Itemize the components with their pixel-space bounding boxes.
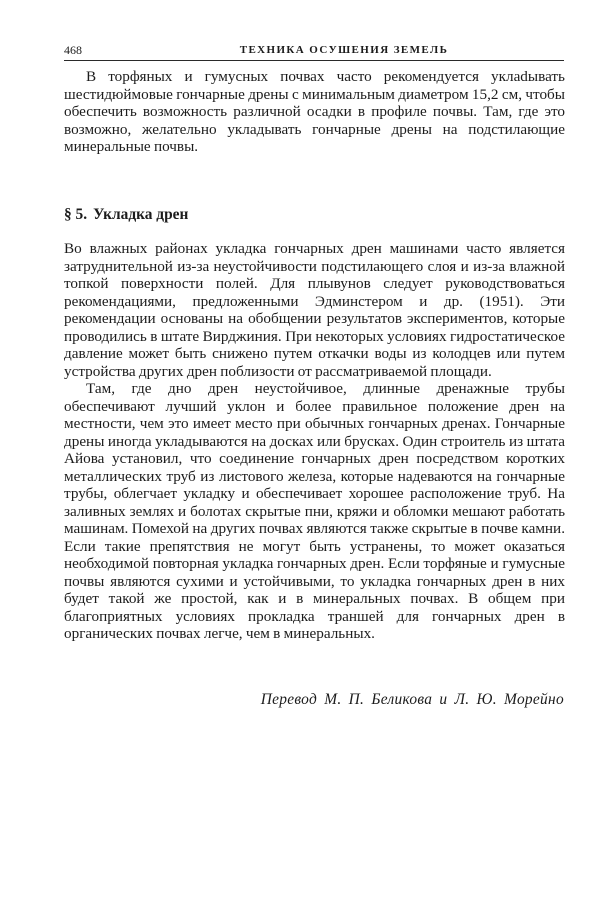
- intro-paragraph: В торфяных и гумусных почвах часто рекомендуется уклаdывать шестидюймовые гончарные дрены с минимальным диаметром 15,2 см, чтобы обеспечить возможность различной осадки в профиле почвы. Там, где это возможно, желательно укладывать гончарные дрены на подстилающие минеральные почвы.: [64, 68, 565, 155]
- section-number: § 5.: [64, 206, 88, 223]
- section-body: [64, 240, 565, 643]
- body-paragraph-2: Там, где дно дрен неустойчивое, длинные дренажные трубы обеспечивают лучший уклон и более правильное положение дрен на местности, чем это имеет место при обычных гончарных дренах. Гончарные дрены иногда укладываются на досках или брусках. Один строитель из штата Айова установил, что соединение гончарных дрен посредством коротких металлических труб из листового железа, которые надеваются на гончарные трубы, облегчает укладку и обеспечивает хорошее расположение труб. На заливных землях и болотах скрытые пни, кряжи и обломки мешают работать машинам. Помехой на других почвах являются также скрытые в почве камни. Если такие препятствия не могут быть устранены, то может оказаться необходимой повторная укладка гончарных дрен. Если торфяные и гумусные почвы являются сухими и устойчивыми, то укладка гончарных дрен в них будет такой же простой, как и в минеральных почвах. В общем при благоприятных условиях прокладка траншей для гончарных дрен в органических почвах легче, чем в минеральных.: [64, 380, 565, 642]
- translation-credit: Перевод М. П. Беликова и Л. Ю. Морейно: [260, 691, 564, 708]
- section-title: Укладка дрен: [93, 206, 189, 223]
- running-head: [64, 42, 564, 58]
- header-rule: [64, 60, 564, 61]
- page-number: 468: [64, 43, 82, 57]
- body-paragraph-1: Во влажных районах укладка гончарных дрен машинами часто является затруднительной из-за неустойчивости подстилающего слоя и из-за влажной топкой поверхности полей. Для плывунов следует руководствоваться рекомендациями, предложенными Эдминстером и др. (1951). Эти рекомендации основаны на обобщении результатов экспериментов, которые проводились в штате Вирджиния. При некоторых условиях гидростатическое давление может быть снижено путем откачки воды из колодцев или путем устройства других дрен поблизости от рассматриваемой площади.: [64, 240, 565, 380]
- running-title: ТЕХНИКА ОСУШЕНИЯ ЗЕМЕЛЬ: [239, 44, 449, 56]
- intro-text: [64, 68, 565, 156]
- section-heading: [64, 206, 188, 224]
